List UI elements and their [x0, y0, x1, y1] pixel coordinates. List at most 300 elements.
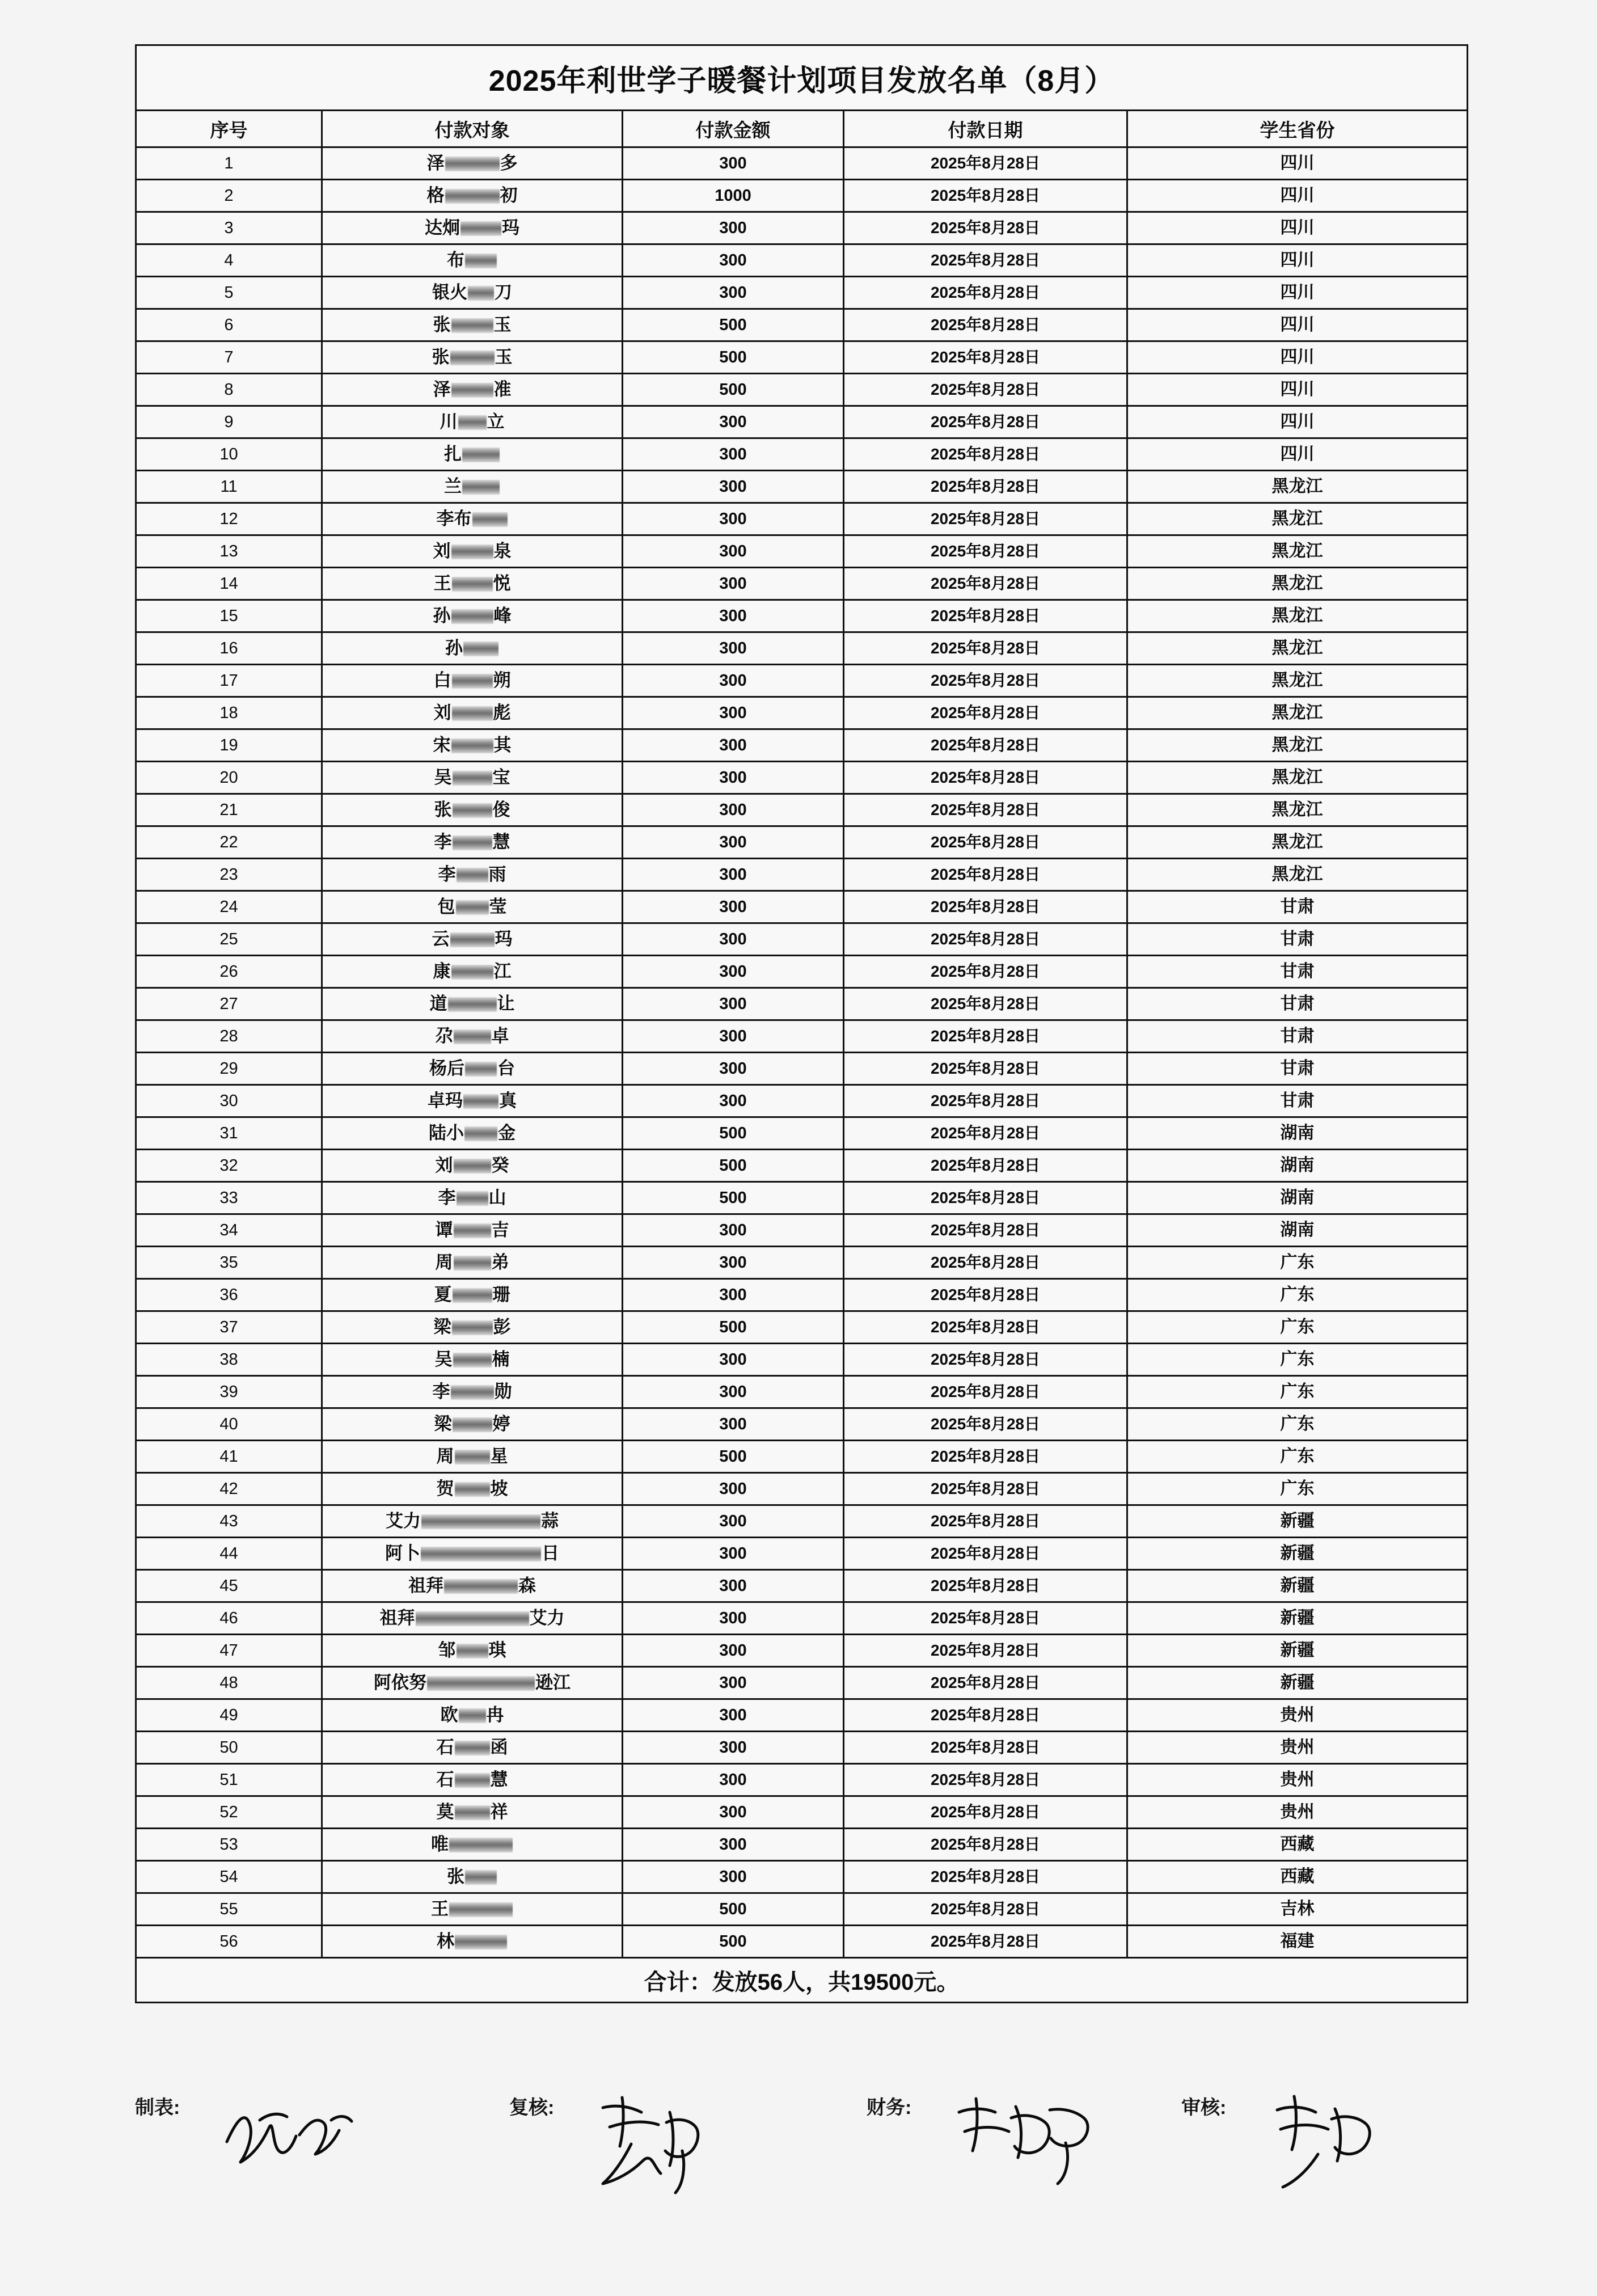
cell-amount: 300 — [623, 1602, 844, 1635]
table-row — [136, 1926, 1468, 1958]
payee-name-suffix: 艾力 — [529, 1608, 565, 1628]
signature-label: 制表: — [135, 2097, 180, 2118]
cell-amount: 300 — [623, 1667, 844, 1699]
cell-index: 21 — [136, 794, 322, 826]
cell-date: 2025年8月28日 — [844, 1796, 1127, 1829]
cell-province: 广东 — [1127, 1247, 1468, 1279]
payee-name-prefix: 贺 — [436, 1479, 454, 1499]
cell-province: 四川 — [1127, 438, 1468, 471]
payee-name-suffix: 江 — [493, 961, 512, 981]
payee-name-suffix: 坡 — [490, 1479, 508, 1499]
cell-date: 2025年8月28日 — [844, 1635, 1127, 1667]
cell-date: 2025年8月28日 — [844, 1247, 1127, 1279]
payee-name-prefix: 石 — [436, 1770, 454, 1789]
cell-date: 2025年8月28日 — [844, 503, 1127, 535]
table-row — [136, 891, 1468, 923]
table-row — [136, 697, 1468, 729]
payee-name-prefix: 李布 — [436, 509, 472, 529]
signature-label: 审核: — [1181, 2097, 1227, 2118]
cell-payee — [322, 891, 623, 923]
cell-amount: 300 — [623, 1635, 844, 1667]
redaction-bar-icon — [451, 738, 493, 753]
payee-name-prefix: 尕 — [435, 1026, 453, 1046]
redaction-bar-icon — [421, 1547, 541, 1561]
cell-amount: 300 — [623, 212, 844, 244]
cell-payee — [322, 1311, 623, 1344]
table-row — [136, 956, 1468, 988]
cell-date: 2025年8月28日 — [844, 859, 1127, 891]
redaction-bar-icon — [451, 383, 493, 398]
cell-province: 黑龙江 — [1127, 729, 1468, 762]
cell-province: 广东 — [1127, 1311, 1468, 1344]
cell-payee — [322, 1635, 623, 1667]
cell-date: 2025年8月28日 — [844, 212, 1127, 244]
table-row — [136, 859, 1468, 891]
payee-name-prefix: 石 — [436, 1737, 454, 1757]
cell-province: 吉林 — [1127, 1893, 1468, 1926]
cell-province: 黑龙江 — [1127, 568, 1468, 600]
cell-date: 2025年8月28日 — [844, 1182, 1127, 1214]
payee-name-suffix: 俊 — [492, 800, 510, 820]
table-row — [136, 1473, 1468, 1505]
cell-date: 2025年8月28日 — [844, 1214, 1127, 1247]
payee-name-suffix: 慧 — [492, 832, 510, 852]
table-row — [136, 1020, 1468, 1053]
payee-name-suffix: 冉 — [486, 1705, 504, 1725]
cell-province: 黑龙江 — [1127, 471, 1468, 503]
payee-name-prefix: 格 — [426, 185, 445, 205]
cell-index: 6 — [136, 309, 322, 341]
cell-amount: 300 — [623, 891, 844, 923]
cell-payee — [322, 1117, 623, 1150]
payee-name-suffix: 刀 — [495, 282, 512, 302]
payee-name-suffix: 婷 — [492, 1414, 510, 1434]
cell-date: 2025年8月28日 — [844, 180, 1127, 212]
cell-date: 2025年8月28日 — [844, 568, 1127, 600]
payee-name-suffix: 立 — [487, 412, 505, 432]
table-row — [136, 1376, 1468, 1408]
cell-index: 27 — [136, 988, 322, 1020]
redaction-bar-icon — [455, 1773, 490, 1788]
cell-amount: 500 — [623, 1311, 844, 1344]
redaction-bar-icon — [427, 1676, 535, 1691]
table-row — [136, 1861, 1468, 1893]
cell-date: 2025年8月28日 — [844, 1538, 1127, 1570]
cell-amount: 300 — [623, 1376, 844, 1408]
cell-date: 2025年8月28日 — [844, 665, 1127, 697]
cell-amount: 300 — [623, 1505, 844, 1538]
cell-province: 四川 — [1127, 309, 1468, 341]
cell-date: 2025年8月28日 — [844, 1732, 1127, 1764]
payee-name-prefix: 陆小 — [429, 1123, 464, 1143]
table-row — [136, 244, 1468, 277]
cell-province: 新疆 — [1127, 1570, 1468, 1602]
payee-name-prefix: 包 — [437, 897, 455, 917]
redaction-bar-icon — [458, 415, 487, 430]
cell-province: 广东 — [1127, 1279, 1468, 1311]
cell-payee — [322, 568, 623, 600]
redaction-bar-icon — [459, 1708, 486, 1723]
payee-name-suffix: 金 — [498, 1123, 516, 1143]
cell-index: 1 — [136, 147, 322, 180]
cell-amount: 300 — [623, 923, 844, 956]
table-row — [136, 1247, 1468, 1279]
payee-name-prefix: 川 — [440, 412, 458, 432]
redaction-bar-icon — [454, 1159, 491, 1174]
cell-province: 贵州 — [1127, 1699, 1468, 1732]
cell-amount: 300 — [623, 1732, 844, 1764]
cell-amount: 300 — [623, 632, 844, 665]
cell-date: 2025年8月28日 — [844, 1085, 1127, 1117]
table-row — [136, 729, 1468, 762]
redaction-bar-icon — [462, 448, 500, 462]
redaction-bar-icon — [455, 1935, 507, 1949]
cell-payee — [322, 1893, 623, 1926]
redaction-bar-icon — [453, 1353, 492, 1368]
cell-province: 湖南 — [1127, 1214, 1468, 1247]
redaction-bar-icon — [451, 609, 493, 624]
cell-province: 新疆 — [1127, 1667, 1468, 1699]
payee-name-prefix: 欧 — [440, 1705, 458, 1725]
cell-payee — [322, 1150, 623, 1182]
redaction-bar-icon — [445, 189, 500, 204]
cell-payee — [322, 438, 623, 471]
cell-payee — [322, 600, 623, 632]
cell-index: 4 — [136, 244, 322, 277]
cell-date: 2025年8月28日 — [844, 438, 1127, 471]
table-row — [136, 1441, 1468, 1473]
table-row — [136, 309, 1468, 341]
table-row — [136, 1150, 1468, 1182]
table-row — [136, 1538, 1468, 1570]
payee-name-suffix: 星 — [490, 1446, 508, 1466]
redaction-bar-icon — [455, 1450, 490, 1464]
redaction-bar-icon — [463, 1094, 498, 1109]
cell-amount: 300 — [623, 1053, 844, 1085]
cell-date: 2025年8月28日 — [844, 1376, 1127, 1408]
redaction-bar-icon — [454, 1029, 491, 1044]
cell-amount: 300 — [623, 1408, 844, 1441]
payee-name-suffix: 彪 — [493, 703, 511, 723]
cell-amount: 300 — [623, 471, 844, 503]
cell-payee — [322, 1796, 623, 1829]
cell-payee — [322, 1053, 623, 1085]
payee-name-suffix: 慧 — [490, 1770, 508, 1789]
redaction-bar-icon — [453, 803, 492, 818]
table-row — [136, 1182, 1468, 1214]
cell-index: 39 — [136, 1376, 322, 1408]
cell-payee — [322, 1732, 623, 1764]
cell-date: 2025年8月28日 — [844, 600, 1127, 632]
table-row — [136, 988, 1468, 1020]
table-row — [136, 1829, 1468, 1861]
cell-payee — [322, 309, 623, 341]
cell-index: 11 — [136, 471, 322, 503]
redaction-bar-icon — [464, 1126, 497, 1141]
table-row — [136, 374, 1468, 406]
cell-province: 黑龙江 — [1127, 632, 1468, 665]
payee-name-prefix: 达炯 — [425, 218, 460, 238]
redaction-bar-icon — [453, 771, 492, 786]
cell-payee — [322, 244, 623, 277]
cell-province: 广东 — [1127, 1441, 1468, 1473]
payee-name-suffix: 多 — [500, 153, 518, 173]
payee-name-suffix: 莹 — [489, 897, 507, 917]
payee-name-suffix: 癸 — [491, 1155, 509, 1175]
table-row — [136, 794, 1468, 826]
payee-name-suffix: 真 — [499, 1091, 517, 1111]
cell-province: 新疆 — [1127, 1602, 1468, 1635]
redaction-bar-icon — [450, 351, 495, 365]
redaction-bar-icon — [456, 900, 489, 915]
cell-amount: 500 — [623, 1117, 844, 1150]
cell-index: 14 — [136, 568, 322, 600]
payee-name-suffix: 玛 — [495, 929, 513, 949]
table-row — [136, 600, 1468, 632]
cell-index: 2 — [136, 180, 322, 212]
cell-payee — [322, 1926, 623, 1958]
cell-date: 2025年8月28日 — [844, 1020, 1127, 1053]
payee-name-suffix: 玉 — [495, 347, 513, 367]
redaction-bar-icon — [455, 1741, 490, 1755]
cell-index: 33 — [136, 1182, 322, 1214]
cell-province: 甘肃 — [1127, 1020, 1468, 1053]
cell-province: 广东 — [1127, 1344, 1468, 1376]
cell-province: 新疆 — [1127, 1505, 1468, 1538]
cell-amount: 300 — [623, 406, 844, 438]
redaction-bar-icon — [463, 641, 498, 656]
redaction-bar-icon — [451, 1385, 494, 1400]
payee-name-prefix: 李 — [438, 864, 456, 884]
cell-province: 贵州 — [1127, 1796, 1468, 1829]
cell-amount: 500 — [623, 1926, 844, 1958]
redaction-bar-icon — [460, 221, 501, 236]
payee-name-suffix: 让 — [497, 994, 515, 1014]
cell-index: 31 — [136, 1117, 322, 1150]
redaction-bar-icon — [421, 1514, 540, 1529]
payee-name-suffix: 楠 — [492, 1349, 510, 1369]
cell-date: 2025年8月28日 — [844, 244, 1127, 277]
page-title: 2025年利世学子暖餐计划项目发放名单（8月） — [136, 45, 1468, 111]
column-header-province: 学生省份 — [1127, 111, 1468, 147]
table-row — [136, 665, 1468, 697]
cell-payee — [322, 1473, 623, 1505]
payee-name-prefix: 吴 — [434, 767, 452, 787]
cell-date: 2025年8月28日 — [844, 1699, 1127, 1732]
header-row — [136, 111, 1468, 147]
cell-payee — [322, 1247, 623, 1279]
payee-name-prefix: 李 — [434, 832, 452, 852]
payee-name-suffix: 勋 — [494, 1382, 512, 1402]
cell-date: 2025年8月28日 — [844, 1764, 1127, 1796]
cell-date: 2025年8月28日 — [844, 309, 1127, 341]
payee-name-prefix: 泽 — [433, 379, 451, 399]
cell-amount: 300 — [623, 665, 844, 697]
cell-payee — [322, 1861, 623, 1893]
cell-payee — [322, 1505, 623, 1538]
cell-amount: 500 — [623, 309, 844, 341]
payee-name-suffix: 台 — [497, 1058, 515, 1078]
payee-name-suffix: 森 — [518, 1576, 536, 1596]
cell-province: 甘肃 — [1127, 956, 1468, 988]
cell-payee — [322, 923, 623, 956]
cell-amount: 300 — [623, 277, 844, 309]
payee-name-suffix: 朔 — [493, 670, 511, 690]
cell-amount: 300 — [623, 1861, 844, 1893]
handwritten-signature-icon — [220, 2087, 367, 2201]
cell-index: 34 — [136, 1214, 322, 1247]
table-row — [136, 1311, 1468, 1344]
payee-name-suffix: 玉 — [493, 315, 512, 335]
cell-payee — [322, 1182, 623, 1214]
cell-payee — [322, 1279, 623, 1311]
payee-name-prefix: 阿卜 — [385, 1543, 420, 1563]
cell-payee — [322, 1214, 623, 1247]
cell-amount: 300 — [623, 1214, 844, 1247]
cell-amount: 300 — [623, 1279, 844, 1311]
payee-name-suffix: 彭 — [493, 1317, 511, 1337]
cell-index: 19 — [136, 729, 322, 762]
redaction-bar-icon — [465, 1062, 497, 1077]
payee-name-prefix: 布 — [447, 250, 464, 270]
payee-name-prefix: 孙 — [433, 606, 451, 626]
payee-name-prefix: 莫 — [436, 1802, 454, 1822]
table-row — [136, 1667, 1468, 1699]
cell-amount: 300 — [623, 859, 844, 891]
cell-date: 2025年8月28日 — [844, 374, 1127, 406]
total-summary: 合计：发放56人，共19500元。 — [136, 1958, 1468, 2003]
cell-index: 22 — [136, 826, 322, 859]
cell-province: 黑龙江 — [1127, 503, 1468, 535]
cell-index: 24 — [136, 891, 322, 923]
cell-amount: 300 — [623, 438, 844, 471]
cell-amount: 300 — [623, 762, 844, 794]
cell-province: 贵州 — [1127, 1764, 1468, 1796]
cell-amount: 500 — [623, 1182, 844, 1214]
cell-payee — [322, 147, 623, 180]
cell-index: 47 — [136, 1635, 322, 1667]
cell-province: 甘肃 — [1127, 1053, 1468, 1085]
redaction-bar-icon — [453, 1417, 492, 1432]
cell-date: 2025年8月28日 — [844, 891, 1127, 923]
table-row — [136, 568, 1468, 600]
cell-province: 黑龙江 — [1127, 794, 1468, 826]
signature-label: 复核: — [509, 2097, 555, 2118]
payee-name-prefix: 王 — [433, 573, 451, 593]
payee-name-suffix: 卓 — [491, 1026, 509, 1046]
redaction-bar-icon — [455, 1805, 490, 1820]
table-row — [136, 1796, 1468, 1829]
redaction-bar-icon — [472, 512, 508, 527]
payee-name-suffix: 初 — [500, 185, 518, 205]
cell-index: 23 — [136, 859, 322, 891]
cell-index: 50 — [136, 1732, 322, 1764]
cell-date: 2025年8月28日 — [844, 956, 1127, 988]
cell-index: 25 — [136, 923, 322, 956]
cell-amount: 300 — [623, 1796, 844, 1829]
cell-amount: 300 — [623, 988, 844, 1020]
table-row — [136, 1408, 1468, 1441]
payee-name-suffix: 悦 — [493, 573, 511, 593]
redaction-bar-icon — [452, 1320, 493, 1335]
redaction-bar-icon — [450, 932, 495, 947]
cell-province: 福建 — [1127, 1926, 1468, 1958]
cell-date: 2025年8月28日 — [844, 1408, 1127, 1441]
cell-payee — [322, 1376, 623, 1408]
redaction-bar-icon — [416, 1611, 529, 1626]
payee-name-prefix: 张 — [434, 800, 452, 820]
column-header-index: 序号 — [136, 111, 322, 147]
cell-payee — [322, 471, 623, 503]
cell-province: 湖南 — [1127, 1117, 1468, 1150]
table-row — [136, 471, 1468, 503]
payee-name-prefix: 梁 — [434, 1414, 452, 1434]
cell-date: 2025年8月28日 — [844, 762, 1127, 794]
table-row — [136, 1085, 1468, 1117]
cell-index: 51 — [136, 1764, 322, 1796]
table-row — [136, 406, 1468, 438]
cell-province: 四川 — [1127, 180, 1468, 212]
redaction-bar-icon — [453, 835, 492, 850]
redaction-bar-icon — [452, 706, 493, 721]
redaction-bar-icon — [451, 965, 493, 980]
cell-province: 西藏 — [1127, 1861, 1468, 1893]
cell-payee — [322, 762, 623, 794]
cell-date: 2025年8月28日 — [844, 826, 1127, 859]
cell-payee — [322, 1408, 623, 1441]
cell-date: 2025年8月28日 — [844, 1117, 1127, 1150]
cell-index: 42 — [136, 1473, 322, 1505]
cell-amount: 300 — [623, 1085, 844, 1117]
table-row — [136, 535, 1468, 568]
handwritten-signature-icon — [1269, 2087, 1417, 2201]
payee-name-prefix: 阿依努 — [374, 1673, 426, 1693]
redaction-bar-icon — [448, 997, 497, 1012]
cell-payee — [322, 277, 623, 309]
table-row — [136, 632, 1468, 665]
cell-amount: 1000 — [623, 180, 844, 212]
cell-index: 28 — [136, 1020, 322, 1053]
cell-index: 54 — [136, 1861, 322, 1893]
table-row — [136, 1053, 1468, 1085]
cell-index: 41 — [136, 1441, 322, 1473]
cell-index: 35 — [136, 1247, 322, 1279]
cell-amount: 300 — [623, 600, 844, 632]
cell-payee — [322, 1829, 623, 1861]
cell-date: 2025年8月28日 — [844, 1473, 1127, 1505]
cell-province: 新疆 — [1127, 1635, 1468, 1667]
payee-name-suffix: 珊 — [492, 1285, 510, 1305]
payee-name-prefix: 孙 — [445, 638, 463, 658]
cell-payee — [322, 535, 623, 568]
cell-index: 29 — [136, 1053, 322, 1085]
table-row — [136, 1570, 1468, 1602]
cell-index: 37 — [136, 1311, 322, 1344]
cell-index: 44 — [136, 1538, 322, 1570]
cell-province: 贵州 — [1127, 1732, 1468, 1764]
table-row — [136, 1214, 1468, 1247]
cell-date: 2025年8月28日 — [844, 1570, 1127, 1602]
table-row — [136, 1732, 1468, 1764]
redaction-bar-icon — [454, 1223, 491, 1238]
cell-date: 2025年8月28日 — [844, 1311, 1127, 1344]
cell-index: 56 — [136, 1926, 322, 1958]
cell-date: 2025年8月28日 — [844, 923, 1127, 956]
cell-province: 四川 — [1127, 374, 1468, 406]
payee-name-prefix: 兰 — [444, 476, 462, 496]
redaction-bar-icon — [457, 868, 488, 883]
redaction-bar-icon — [452, 577, 493, 592]
